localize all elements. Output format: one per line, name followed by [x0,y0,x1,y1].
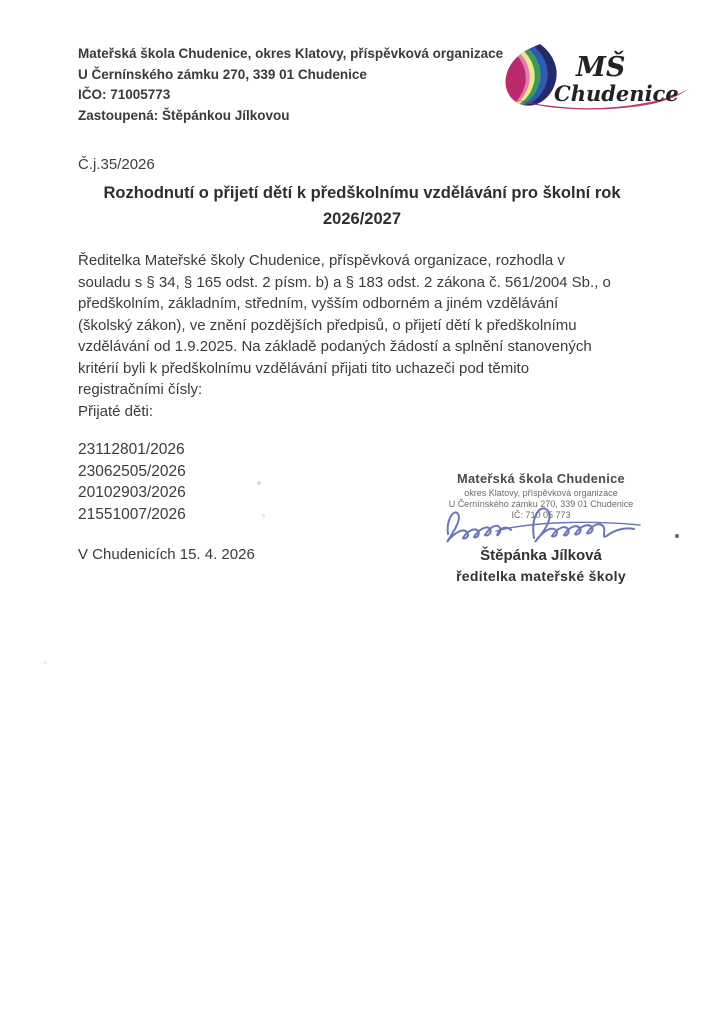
stamp-district-line: okres Klatovy, příspěvková organizace [464,488,618,498]
registration-number: 21551007/2026 [78,506,186,524]
body-line: Ředitelka Mateřské školy Chudenice, příspěvková organizace, rozhodla v [78,252,565,269]
document-title-line1: Rozhodnutí o přijetí dětí k předškolnímu vzdělávání pro školní rok [103,184,621,202]
signature-stroke [533,508,634,542]
body-line: kritérií byli k předškolnímu vzdělávání přijati tito uchazeči pod těmito [78,359,530,377]
registration-number: 20102903/2026 [78,484,186,502]
logo-name-text: Chudenice [554,81,679,106]
scan-speck [257,481,261,485]
handwritten-signature [438,498,646,554]
body-line: předškolním, základním, středním, vyšším odborném a jiném vzdělávání [78,295,559,312]
letterhead [78,44,503,126]
body-line: registračními čísly: [78,381,203,398]
school-logo-graphic [500,38,700,118]
stamp-ic-line: IČ: 710 05 773 [511,510,571,520]
logo-abbr-text: MŠ [576,52,626,83]
document-title [64,180,660,232]
accepted-children-label: Přijaté děti: [78,402,154,420]
registration-numbers-list [78,439,186,526]
letterhead-org-name: Mateřská škola Chudenice, okres Klatovy, příspěvková organizace [78,46,504,61]
signatory-role: ředitelka mateřské školy [456,568,626,584]
signature-stroke [447,512,511,542]
signatory-name: Štěpánka Jílková [480,547,602,564]
body-paragraph [78,250,664,422]
logo-rainbow-drop-icon [500,44,557,110]
letterhead-representative: Zastoupená: Štěpánkou Jílkovou [78,107,290,123]
place-date-line: V Chudenicích 15. 4. 2026 [78,546,255,563]
letterhead-address: U Černínského zámku 270, 339 01 Chudenice [78,66,367,82]
scan-speck [44,661,47,664]
letterhead-ico: IČO: 71005773 [78,87,171,102]
stamp-org-name: Mateřská škola Chudenice [457,471,625,486]
stamp-address-line: U Černínského zámku 270, 339 01 Chudenice [448,499,634,509]
registration-number: 23062505/2026 [78,462,186,480]
reference-number: Č.j.35/2026 [78,156,155,173]
document-title-line2: 2026/2027 [323,210,401,228]
scan-speck [262,514,265,517]
body-line: vzdělávání od 1.9.2025. Na základě podaných žádostí a splnění stanovených [78,338,592,355]
school-logo [500,38,700,118]
body-line: (školský zákon), ve znění pozdějších předpisů, o přijetí dětí k předškolnímu [78,316,577,334]
scan-speck [675,534,679,538]
registration-number: 23112801/2026 [78,441,185,458]
body-line: souladu s § 34, § 165 odst. 2 písm. b) a § 183 odst. 2 zákona č. 561/2004 Sb., o [78,273,611,291]
